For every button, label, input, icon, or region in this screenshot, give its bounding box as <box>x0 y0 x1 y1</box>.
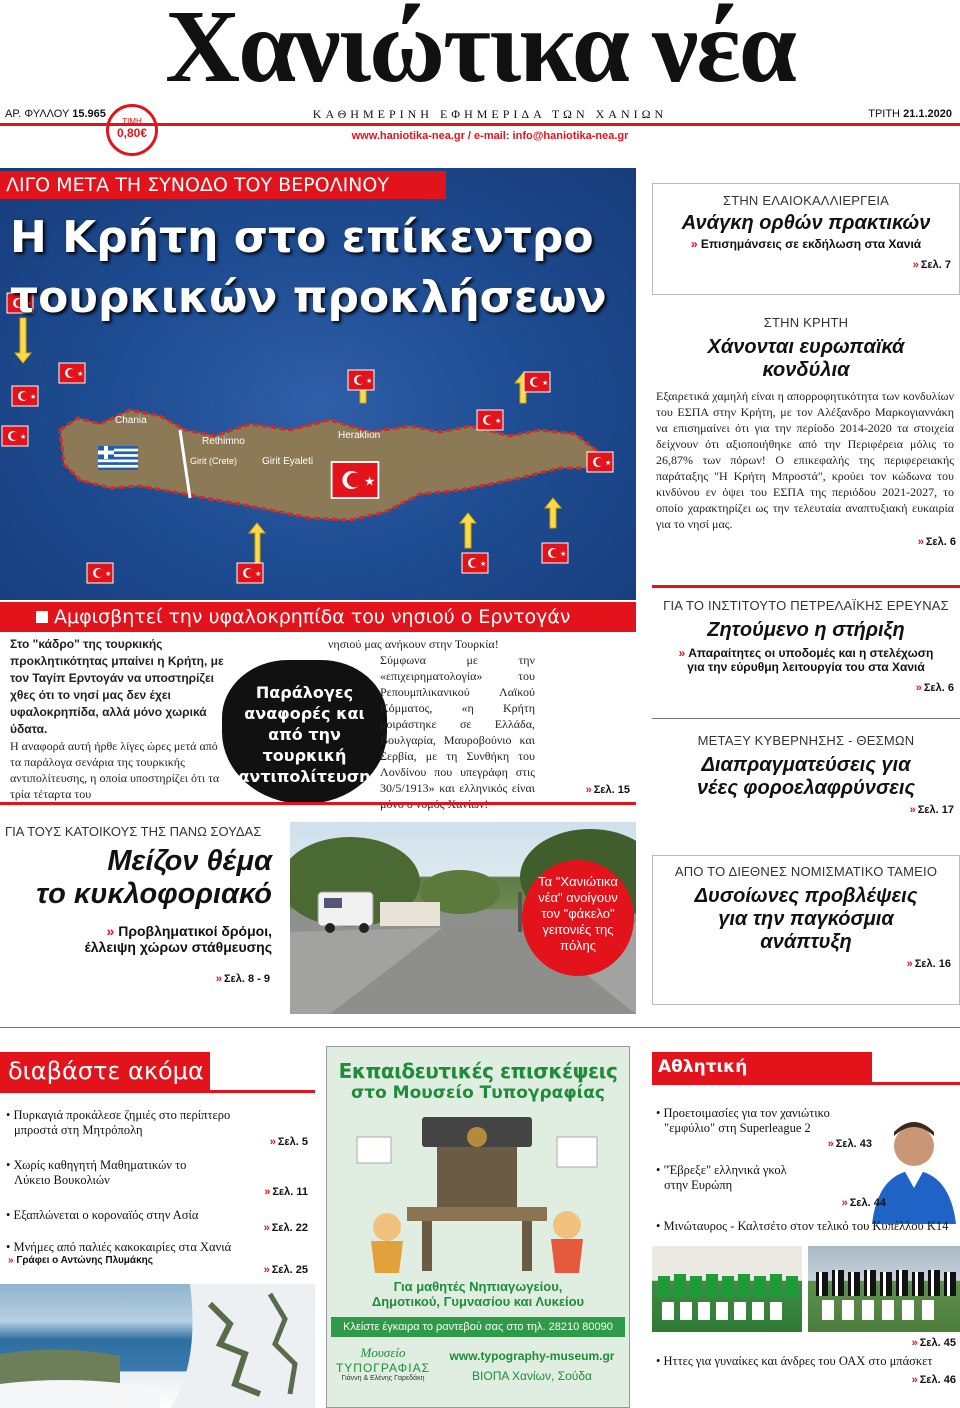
lead-page-text: Σελ. 15 <box>593 784 630 796</box>
list-item-text: Μνήμες από παλιές κακοκαιρίες στα Χανιά <box>13 1240 232 1254</box>
story-petroleum-sub: » Απαραίτητες οι υποδομές και η στελέχωση <box>678 646 934 660</box>
traffic-sub-2: έλλειψη χώρων στάθμευσης <box>84 939 272 955</box>
story-olive-headline: Ανάγκη ορθών πρακτικών <box>681 212 931 234</box>
list-item-text-2: "εμφύλιο" στη Superleague 2 <box>664 1121 811 1135</box>
story-eu-headline-1: Χάνονται ευρωπαϊκά <box>707 336 905 358</box>
story-tax-headline-2: νέες φοροελαφρύνσεις <box>696 777 916 799</box>
story-imf-page: » Σελ. 16 <box>906 958 951 970</box>
list-item[interactable]: • Μνήμες από παλιές κακοκαιρίες στα Χανιά » Γράφει ο Αντώνης Πλυμάκης » Σελ. 25 <box>6 1240 308 1276</box>
traffic-badge-text: Τα "Χανιώτικα νέα" ανοίγουν τον "φάκελο" γειτονιές της πόλης <box>538 874 618 953</box>
lead-page-ref[interactable] <box>500 784 630 796</box>
story-tax-headline-1: Διαπραγματεύσεις για <box>701 754 911 776</box>
right-rule-2 <box>652 718 960 719</box>
ad-url[interactable]: www.typography-museum.gr <box>449 1349 615 1363</box>
story-petroleum-sub-2: για την εύρυθμη λειτουργία του στα Χανιά <box>687 660 925 674</box>
issue-date <box>868 108 952 120</box>
newspaper-title: Χανιώτικα νέα <box>165 0 795 104</box>
list-item-text-2: στην Ευρώπη <box>664 1178 733 1192</box>
logo-line-1: Μουσείο <box>360 1345 406 1360</box>
list-item-page: Σελ. 5 <box>277 1136 308 1148</box>
story-traffic[interactable] <box>0 824 282 985</box>
team-photo-2 <box>808 1246 960 1332</box>
traffic-headline-1: Μείζον θέμα <box>107 845 272 877</box>
lead-subhead <box>0 602 636 632</box>
lead-headline-2[interactable]: τουρκικών προκλήσεων <box>10 272 607 323</box>
list-item-page: Σελ. 46 <box>919 1374 956 1386</box>
list-item-text: "Έβρεξε" ελληνικά γκολ <box>663 1163 787 1177</box>
traffic-kicker: ΓΙΑ ΤΟΥΣ ΚΑΤΟΙΚΟΥΣ ΤΗΣ ΠΑΝΩ ΣΟΥΔΑΣ <box>5 824 262 839</box>
ad-sub-2: Δημοτικού, Γυμνασίου και Λυκείου <box>371 1294 585 1309</box>
story-olive-sub-text: Επισημάνσεις σε εκδήλωση στα Χανιά <box>700 237 922 251</box>
story-eu-text: Εξαιρετικά χαμηλή είναι η απορροφητικότητα των κονδυλίων του ΕΣΠΑ στην Κρήτη, με τον Αλέξανδρο Μαρκογιαννάκη να επισημαίνει ότι για την περίοδο 2014-2020 τα στοιχεία δείχνουν ότι αξιοποιήθηκε από την Περιφέρεια μόλις το 26,87% των πόρων! Ο επικεφαλής της περιφερειακής παράταξης "Η Κρήτη Μπροστά", κρούει τον κώδωνα του κινδύνου εν όψει του ΕΣΠΑ της περιόδου 2021-2027, το οποίο χαρακτηρίζει ως την τελευταία αναπτυξιακή ευκαιρία για το νησί μας. <box>656 389 954 531</box>
story-petroleum-kicker: ΓΙΑ ΤΟ ΙΝΣΤΙΤΟΥΤΟ ΠΕΤΡΕΛΑΪΚΗΣ ΕΡΕΥΝΑΣ <box>663 598 949 613</box>
read-more-title <box>0 1052 210 1090</box>
ad-address: ΒΙΟΠΑ Χανίων, Σούδα <box>472 1369 592 1383</box>
story-tax-kicker: ΜΕΤΑΞΥ ΚΥΒΕΡΝΗΣΗΣ - ΘΕΣΜΩΝ <box>697 733 915 748</box>
list-item[interactable]: • Μινώταυρος - Καλτσέτο στον τελικό του Κυπέλλου Κ14 <box>656 1219 949 1233</box>
printing-press-illustration <box>327 1107 630 1277</box>
story-imf[interactable] <box>652 855 960 1005</box>
chevron-right-icon: » <box>585 784 592 796</box>
lead-col2-text-a: νησιού μας ανήκουν στην Τουρκία! <box>328 637 499 651</box>
story-eu-headline-2: κονδύλια <box>762 359 850 381</box>
museum-ad[interactable] <box>326 1046 630 1408</box>
story-petroleum-page: » Σελ. 6 <box>915 682 954 694</box>
price-badge <box>106 104 158 156</box>
sports-rule <box>652 1082 960 1085</box>
list-item[interactable]: • "Έβρεξε" ελληνικά γκολ στην Ευρώπη » Σελ. 44 <box>652 1163 960 1219</box>
crete-island <box>60 410 600 520</box>
list-item-page: Σελ. 22 <box>271 1222 308 1234</box>
list-item-page: Σελ. 45 <box>919 1337 956 1349</box>
story-eu-funds[interactable] <box>652 315 960 548</box>
section-rule <box>0 1027 960 1028</box>
list-item-text: Προετοιμασίες για τον χανιώτικο <box>663 1106 830 1120</box>
ad-title-2: στο Μουσείο Τυπογραφίας <box>351 1083 605 1103</box>
map-label-chania: Chania <box>115 415 147 426</box>
story-imf-kicker: ΑΠΟ ΤΟ ΔΙΕΘΝΕΣ ΝΟΜΙΣΜΑΤΙΚΟ ΤΑΜΕΙΟ <box>674 864 938 879</box>
logo-line-2: ΤΥΠΟΓΡΑΦΙΑΣ <box>335 1361 431 1375</box>
date-label: ΤΡΙΤΗ <box>868 108 900 120</box>
list-item[interactable]: • Εξαπλώνεται ο κοροναϊός στην Ασία » Σελ. 22 <box>6 1208 308 1234</box>
lead-col1-text: Η αναφορά αυτή ήρθε λίγες ώρες μετά από τα παράλογα σενάρια της τουρκικής αντιπολίτευσης, η οποία υποστηρίζει ότι τα τρία τέταρτα του <box>10 739 220 801</box>
list-item-text: Μινώταυρος - Καλτσέτο στον τελικό του Κυπέλλου Κ14 <box>663 1219 949 1233</box>
sports-title-text: Αθλητική Επικαιρότητα <box>658 1057 790 1107</box>
map-label-rethimno: Rethimno <box>202 436 245 447</box>
list-item-text: Πυρκαγιά προκάλεσε ζημιές στο περίπτερο μπροστά στη Μητρόπολη <box>13 1108 231 1137</box>
lead-col2-text-b: Σύμφωνα με την «επιχειρηματολογία» του Ρεπουμπλικανικού Λαϊκού Κόμματος, «η Κρήτη μοιράστηκε σε Ελλάδα, Βουλγαρία, Μαυροβούνιο και Σερβία, με τη Συνθήκη του Λονδίνου που υπεγράφη στις 30/5/1913» και ελληνικός είναι μόνο ο νομός Χανίων! <box>380 653 535 811</box>
date-value: 21.1.2020 <box>903 108 952 120</box>
map-label-heraklion: Heraklion <box>338 430 381 441</box>
read-more-title-text: διαβάστε ακόμα <box>8 1057 204 1085</box>
tagline: ΚΑΘΗΜΕΡΙΝΗ ΕΦΗΜΕΡΙΔΑ ΤΩΝ ΧΑΝΙΩΝ <box>312 107 668 121</box>
story-eu-page: » Σελ. 6 <box>917 536 956 548</box>
ad-title-1: Εκπαιδευτικές επισκέψεις <box>338 1059 618 1083</box>
lead-headline-1[interactable]: Η Κρήτη στο επίκεντρο <box>10 212 594 263</box>
price-label: ΤΙΜΗ <box>122 117 142 126</box>
issue-number <box>5 108 106 120</box>
list-item-note: Γράφει ο Αντώνης Πλυμάκης <box>16 1255 153 1266</box>
story-tax-page: » Σελ. 17 <box>909 804 954 816</box>
ad-phone-line[interactable]: Κλείστε έγκαιρα το ραντεβού σας στο τηλ. 28210 80090 <box>331 1317 625 1337</box>
story-petroleum[interactable] <box>652 598 960 694</box>
lead-kicker: ΛΙΓΟ ΜΕΤΑ ΤΗ ΣΥΝΟΔΟ ΤΟΥ ΒΕΡΟΛΙΝΟΥ <box>0 171 446 199</box>
story-tax[interactable] <box>652 733 960 816</box>
issue-value: 15.965 <box>72 108 106 120</box>
team-photo-2-svg <box>808 1246 960 1332</box>
sports-list <box>652 1106 960 1239</box>
logo-line-3: Γιάννη & Ελένης Γαρεδάκη <box>341 1375 425 1382</box>
story-olive-kicker: ΣΤΗΝ ΕΛΑΙΟΚΑΛΛΙΕΡΓΕΙΑ <box>722 193 890 208</box>
story-imf-headline-3: ανάπτυξη <box>760 931 852 953</box>
list-item[interactable]: • Πυρκαγιά προκάλεσε ζημιές στο περίπτερο μπροστά στη Μητρόπολη » Σελ. 5 <box>6 1108 308 1148</box>
price-value: 0,80€ <box>116 126 148 140</box>
ad-sub-1: Για μαθητές Νηπιαγωγείου, <box>393 1279 563 1294</box>
traffic-sub: » Προβληματικοί δρόμοι, <box>106 923 272 939</box>
lead-subhead-text: Αμφισβητεί την υφαλοκρηπίδα του νησιού ο Ερντογάν <box>54 606 571 628</box>
right-rule-1 <box>652 585 960 588</box>
story-imf-headline-2: για την παγκόσμια <box>718 908 894 930</box>
list-item-text: Χωρίς καθηγητή Μαθηματικών το Λύκειο Βουκολιών <box>13 1158 187 1187</box>
square-bullet-icon <box>36 611 48 623</box>
list-item-page: Σελ. 43 <box>835 1138 872 1150</box>
list-item-text: Εξαπλώνεται ο κοροναϊός στην Ασία <box>13 1208 199 1222</box>
contact-line[interactable]: www.haniotika-nea.gr / e-mail: info@haniotika-nea.gr <box>351 130 629 142</box>
read-more-list <box>4 1108 310 1290</box>
list-item[interactable]: • Ηττες για γυναίκες και άνδρες του ΟΑΧ στο μπάσκετ » Σελ. 46 <box>656 1354 956 1386</box>
snow-coast-photo <box>0 1284 315 1408</box>
list-item-page: Σελ. 44 <box>849 1197 886 1209</box>
traffic-page: » Σελ. 8 - 9 <box>215 973 270 985</box>
traffic-headline-2: το κυκλοφοριακό <box>36 878 272 910</box>
museum-logo <box>333 1345 433 1382</box>
ad-footer <box>327 1337 629 1397</box>
map-label-girit: Girit (Crete) <box>190 456 237 466</box>
story-olive-sub: » Επισημάνσεις σε εκδήλωση στα Χανιά <box>690 237 922 251</box>
story-olive[interactable] <box>652 183 960 295</box>
list-item-page: Σελ. 25 <box>271 1264 308 1276</box>
lead-col1-bold: Στο "κάδρο" της τουρκικής προκλητικότητας μπαίνει η Κρήτη, με τον Ταγίπ Ερντογάν να υποστηρίζει χθες ότι το νησί μας δεν έχει υφαλοκρηπίδα, αλλά μόνο χωρικά ύδατα. <box>10 637 224 736</box>
sports-title <box>652 1052 872 1107</box>
masthead-rule <box>0 123 960 126</box>
map-label-eyaleti: Girit Eyaleti <box>262 456 314 467</box>
greek-flag <box>98 446 138 470</box>
team-photo-1-svg <box>652 1246 802 1332</box>
lead-bottom-rule <box>0 802 636 805</box>
lead-badge-text: Παράλογες αναφορές και από την τουρκική αντιπολίτευση <box>238 683 371 786</box>
story-imf-headline-1: Δυσοίωνες προβλέψεις <box>694 885 918 907</box>
issue-label: ΑΡ. ΦΥΛΛΟΥ <box>5 108 70 120</box>
read-more-rule <box>0 1090 315 1093</box>
sports-item-3-page[interactable]: » Σελ. 45 <box>911 1337 956 1349</box>
story-eu-kicker: ΣΤΗΝ ΚΡΗΤΗ <box>763 315 849 330</box>
snow-photo-svg <box>0 1284 315 1408</box>
list-item[interactable]: • Χωρίς καθηγητή Μαθηματικών το Λύκειο Βουκολιών » Σελ. 11 <box>6 1158 308 1198</box>
story-olive-page: » Σελ. 7 <box>912 259 951 271</box>
list-item-text: Ηττες για γυναίκες και άνδρες του ΟΑΧ στο μπάσκετ <box>663 1354 933 1368</box>
story-petroleum-headline: Ζητούμενο η στήριξη <box>707 619 905 641</box>
traffic-photo-badge <box>522 860 634 976</box>
list-item[interactable]: • Προετοιμασίες για τον χανιώτικο "εμφύλιο" στη Superleague 2 » Σελ. 43 <box>652 1106 960 1163</box>
list-item-page: Σελ. 11 <box>272 1186 308 1198</box>
team-photo-1 <box>652 1246 802 1332</box>
